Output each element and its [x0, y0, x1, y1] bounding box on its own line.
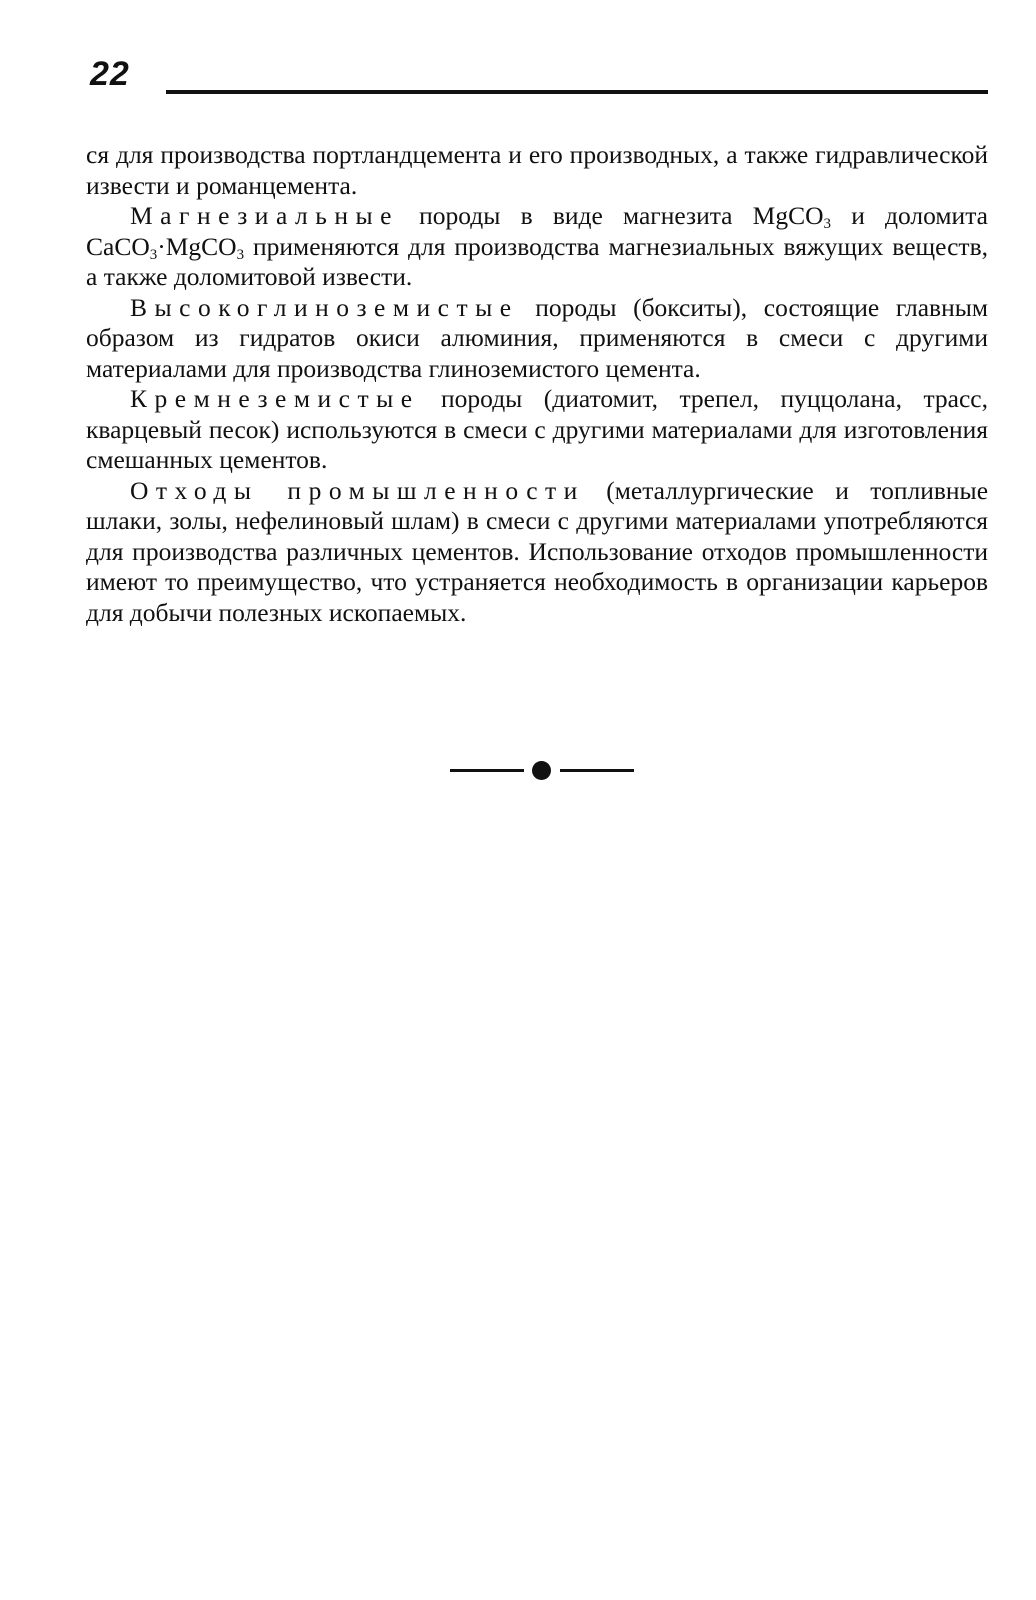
paragraph-high-alumina	[86, 293, 988, 385]
subscript: 3	[149, 246, 158, 263]
header-rule	[166, 90, 988, 94]
section-end-ornament	[450, 758, 634, 784]
page-number: 22	[90, 55, 130, 93]
ornament-line-left	[450, 769, 524, 772]
paragraph-text: и доломита CaCO	[86, 201, 988, 261]
paragraph-text: применяются для производства магнезиальных вяжущих веществ, а также доломитовой извести.	[86, 231, 988, 291]
body-text	[86, 140, 988, 628]
ornament-dot	[532, 761, 551, 780]
subscript: 3	[823, 216, 832, 232]
paragraph-magnesial	[86, 201, 988, 293]
paragraph-industrial-waste	[86, 476, 988, 629]
spaced-term: Кремнеземистые	[130, 384, 420, 413]
paragraph-text: породы в виде магнезита MgCO	[398, 201, 824, 230]
page-header	[86, 54, 990, 98]
paragraph-text: ся для производства портландцемента и его производных, а также гидравлической извести и романцемента.	[86, 140, 988, 200]
spaced-term: Магнезиальные	[130, 201, 399, 230]
paragraph-text: породы (диатомит, трепел, пуццолана, трасс, кварцевый песок) используются в смеси с другими материалами для изготовления смешанных цементов.	[86, 384, 988, 474]
paragraph-continuation	[86, 140, 988, 201]
ornament-line-right	[560, 769, 634, 772]
paragraph-text: породы (бокситы), состоящие главным образом из гидратов окиси алюминия, применяются в смеси с другими материалами для производства глиноземистого цемента.	[86, 292, 988, 383]
spaced-term: Отходы промышленности	[130, 475, 585, 505]
paragraph-text: ·MgCO	[157, 231, 237, 261]
paragraph-siliceous	[86, 384, 988, 476]
spaced-term: Высокоглиноземистые	[130, 292, 519, 322]
paragraph-text: (металлургические и топливные шлаки, золы, нефелиновый шлам) в смеси с другими материалами употребляются для производства различных цементов. Использование отходов промышленности имеют то преимущество, что устраняется необходимость в организации карьеров для добычи полезных ископаемых.	[86, 475, 989, 627]
subscript: 3	[236, 246, 245, 263]
